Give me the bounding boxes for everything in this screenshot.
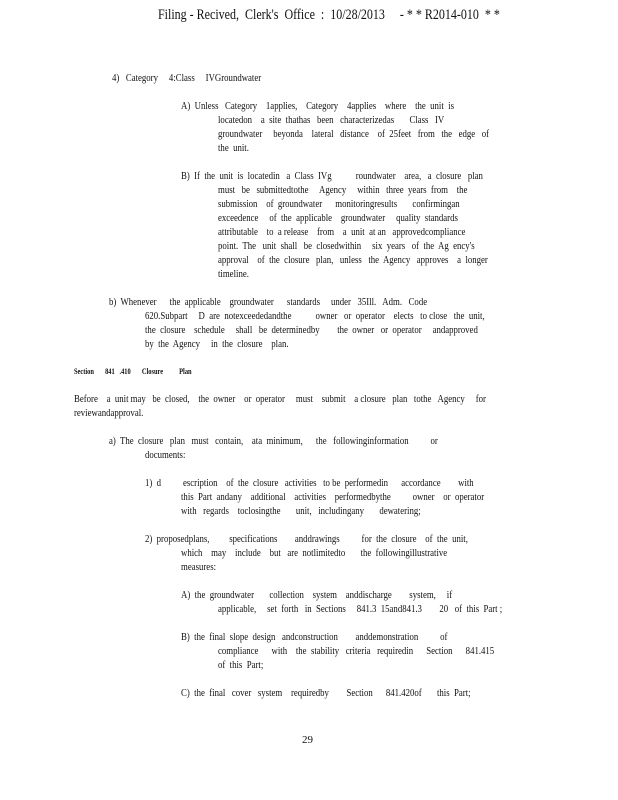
item-b-whenever-line: b) Whenever the applicable groundwater standards under 35Ill. Adm. Code [109,297,428,308]
section-sub-b-line: compliance with the stability criteria requiredin Section 841.415 [218,646,495,657]
category-4-item-b-line: timeline. [218,269,249,280]
category-4-item-a-line: groundwater beyonda lateral distance of 25feet from the edge of [218,129,490,140]
section-intro-line: Before a unit may be closed, the owner or operator must submit a closure plan tothe Agency for [74,394,486,405]
category-4-item-a-line: the unit. [218,143,249,154]
section-item-1-line: 1) d escription of the closure activities to be performedin accordance with [145,478,474,489]
section-item-a-line: documents: [145,450,186,461]
item-b-whenever-line: the closure schedule shall be determinedby the owner or operator andapproved [145,325,478,336]
section-sub-b-line: B) the final slope design andconstruction anddemonstration of [181,632,448,643]
category-4-item-b-line: exceedence of the applicable groundwater quality standards [218,213,458,224]
section-sub-a-line: applicable, set forth in Sections 841.3 15and841.3 20 of this Part ; [218,604,503,615]
section-intro-line: reviewandapproval. [74,408,144,419]
section-sub-b-line: of this Part; [218,660,264,671]
section-item-1-line: this Part andany additional activities performedbythe owner or operator [181,492,485,503]
category-4-item-b-line: approval of the closure plan, unless the Agency approves a longer [218,255,488,266]
section-sub-a-line: A) the groundwater collection system anddischarge system, if [181,590,453,601]
section-item-1-line: with regards toclosingthe unit, includingany dewatering; [181,506,421,517]
filing-header: Filing - Recived, Clerk's Office : 10/28/2013 - * * R2014-010 * * [158,7,500,23]
category-4-item-b-line: point. The unit shall be closedwithin six years of the Ag ency's [218,241,475,252]
category-4-item-a-line: A) Unless Category 1applies, Category 4applies where the unit is [181,101,455,112]
section-item-2-line: measures: [181,562,217,573]
item-b-whenever-line: 620.Subpart D are notexceededandthe owner or operator elects to close the unit, [145,311,485,322]
category-4-item-b-line: must be submittedtothe Agency within three years from the [218,185,468,196]
page-number: 29 [302,734,313,746]
section-item-a-line: a) The closure plan must contain, ata minimum, the followinginformation or [109,436,438,447]
category-4-item-b-line: B) If the unit is locatedin a Class IVg roundwater area, a closure plan [181,171,483,182]
section-sub-c-line: C) the final cover system requiredby Section 841.420of this Part; [181,688,471,699]
section-item-2-line: which may include but are notlimitedto the followingillustrative [181,548,448,559]
category-4-item-a-line: locatedon a site thathas been characterizedas Class IV [218,115,445,126]
category-4-item-b-line: submission of groundwater monitoringresults confirmingan [218,199,460,210]
item-b-whenever-line: by the Agency in the closure plan. [145,339,289,350]
section-heading: Section 841 .410 Closure Plan [74,367,192,376]
category-4-item-b-line: attributable to a release from a unit at an approvedcompliance [218,227,466,238]
section-item-2-line: 2) proposedplans, specifications anddrawings for the closure of the unit, [145,534,468,545]
category-4-heading: 4) Category 4:Class IVGroundwater [112,73,262,84]
